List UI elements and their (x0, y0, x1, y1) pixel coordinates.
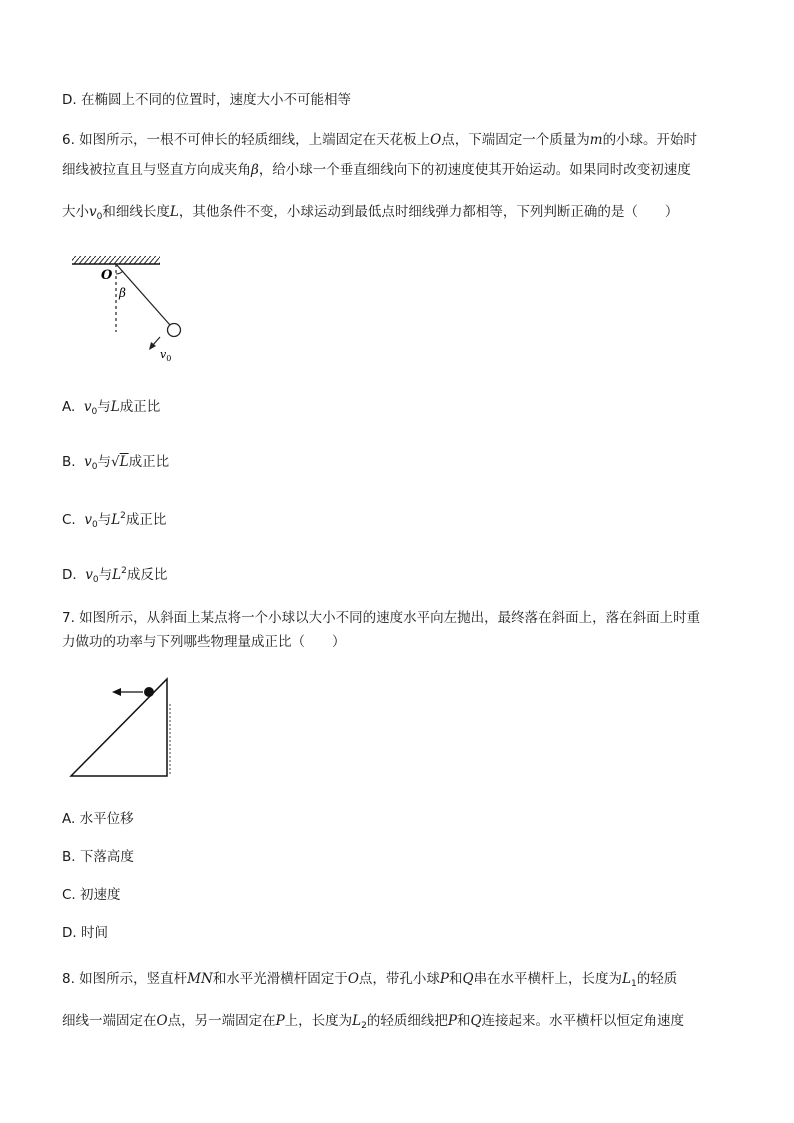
q7-option-d: D. 时间 (62, 925, 108, 941)
ceiling-hatch (72, 256, 160, 264)
pendulum-figure (64, 252, 194, 367)
q8-stem-line1: 8. 如图所示，竖直杆MN和水平光滑横杆固定于O点，带孔小球P和Q串在水平横杆上，长度为$L_1$的轻质 (62, 971, 678, 989)
point-o-label: O (101, 268, 113, 283)
incline-figure (66, 674, 176, 780)
q6-option-d: D. $v_0$与$L^2$成反比 (62, 566, 168, 585)
beta-label: β (119, 286, 126, 300)
q6-option-c: C. $v_0$与$L^2$成正比 (62, 511, 167, 530)
ball (168, 324, 181, 337)
q8-stem-line2: 细线一端固定在O点，另一端固定在P上，长度为$L_2$的轻质细线把P和Q连接起来。水平横杆以恒定角速度 (62, 1013, 685, 1031)
q6-option-b: B. $v_0$与√L成正比 (62, 454, 170, 472)
q7-option-a: A. 水平位移 (62, 811, 134, 827)
q7-stem-line2: 力做功的功率与下列哪些物理量成正比（ ） (62, 634, 346, 650)
q7-option-b: B. 下落高度 (62, 849, 134, 865)
q7-option-c: C. 初速度 (62, 887, 121, 903)
ball (144, 687, 154, 697)
velocity-arrowhead (112, 688, 121, 696)
q6-option-a: A. $v_0$与L成正比 (62, 399, 161, 417)
angle-arc (116, 271, 123, 274)
q6-stem-line3: 大小$v_0$和细线长度L，其他条件不变，小球运动到最低点时细线弹力都相等，下列判断正确的是（ ） (62, 204, 679, 222)
q6-stem-line1: 6. 如图所示，一根不可伸长的轻质细线，上端固定在天花板上O点，下端固定一个质量为m的小球。开始时 (62, 132, 698, 148)
q6-stem-line2: 细线被拉直且与竖直方向成夹角β，给小球一个垂直细线向下的初速度使其开始运动。如果同时改变初速度 (62, 162, 691, 178)
q5-option-d: D. 在椭圆上不同的位置时，速度大小不可能相等 (62, 92, 351, 108)
q7-stem-line1: 7. 如图所示，从斜面上某点将一个小球以大小不同的速度水平向左抛出，最终落在斜面上，落在斜面上时重 (62, 610, 701, 626)
v0-label: $v_0$ (160, 348, 172, 363)
